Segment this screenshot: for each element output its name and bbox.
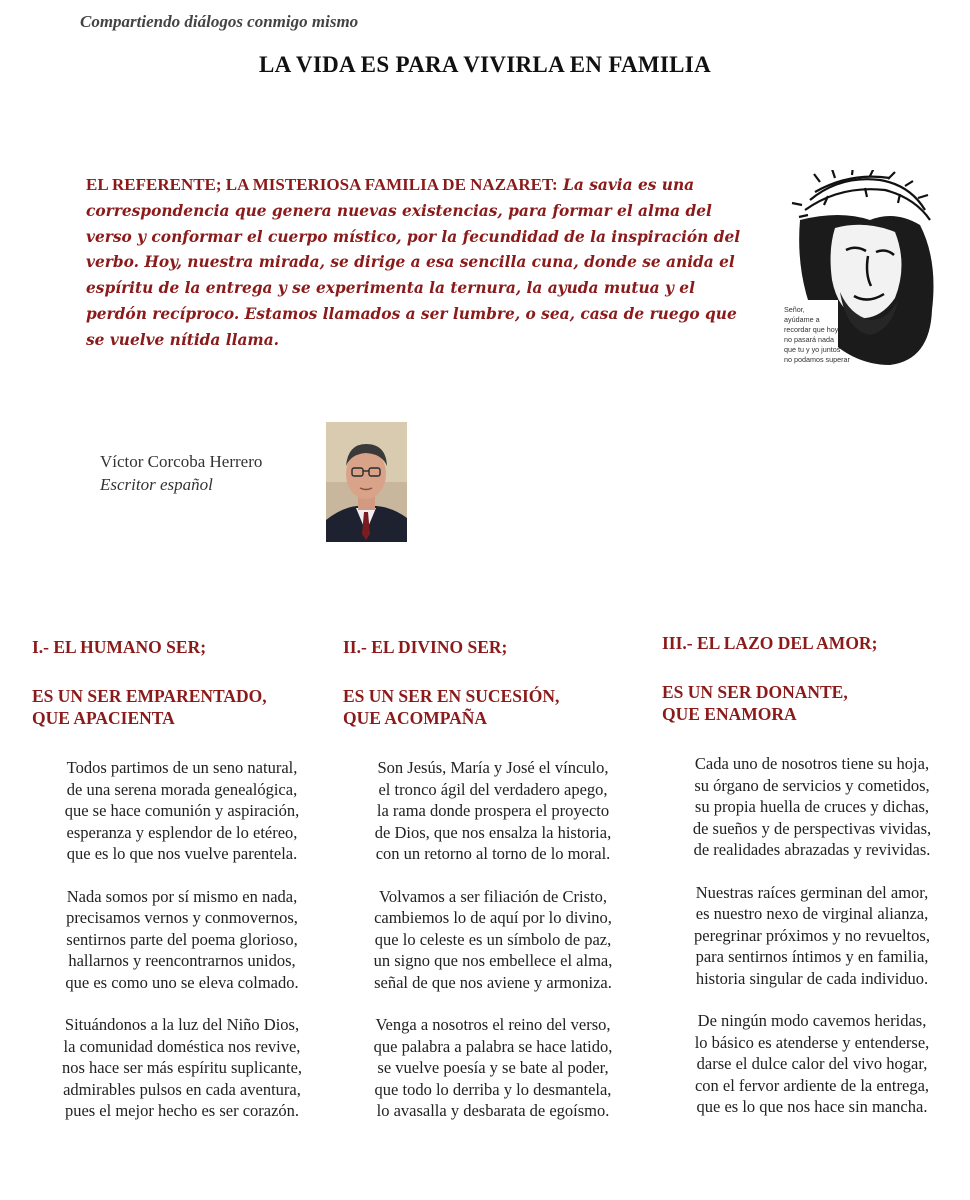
verse-line: nos hace ser más espíritu suplicante, [61, 1058, 303, 1077]
verse-line: su propia huella de cruces y dichas, [694, 797, 930, 816]
verse-line: de una serena morada genealógica, [66, 779, 298, 799]
caption-line-4: no pasará nada [784, 335, 834, 344]
verse-line: Volvamos a ser filiación de Cristo, [379, 886, 607, 906]
stanza [662, 1010, 962, 1118]
verse-line: Son Jesús, María y José el vínculo, [377, 758, 609, 777]
verse-line: de realidades abrazadas y revividas. [693, 840, 931, 859]
verse-line: Nada somos por sí mismo en nada, [66, 886, 298, 906]
verse-line: que lo celeste es un símbolo de paz, [374, 929, 612, 949]
column-heading: I.- EL HUMANO SER; [32, 637, 207, 657]
stanza [32, 886, 332, 994]
verse-line: que es lo que nos vuelve parentela. [66, 844, 298, 863]
verse-line: Todos partimos de un seno natural, [66, 758, 298, 777]
verse-line: darse el dulce calor del vivo hogar, [696, 1054, 928, 1073]
verse-line: sentirnos parte del poema glorioso, [66, 929, 298, 949]
christ-crown-of-thorns-image [780, 170, 938, 370]
page-kicker: Compartiendo diálogos conmigo mismo [80, 12, 359, 31]
stanza [343, 1014, 643, 1122]
intro-text: La savia es una correspondencia que genera nuevas existencias, para formar el alma del verso y conformar el cuerpo místico, por la fecundidad de la inspiración del verbo. Hoy, nuestra mirada, se dirige a esa sencilla cuna, donde se anida el espíritu de la entrega y se experimenta la ternura, la ayuda mutua y el perdón recíproco. Estamos llamados a ser lumbre, o sea, casa de ruego que se vuelve nítida llama. [86, 176, 741, 349]
subheading-line: ES UN SER EN SUCESIÓN, [343, 686, 560, 706]
subheading-line: ES UN SER EMPARENTADO, [32, 686, 267, 706]
verse-line: que es como uno se eleva colmado. [65, 972, 299, 992]
stanza [32, 1014, 332, 1122]
verse-line: Cada uno de nosotros tiene su hoja, [694, 754, 930, 773]
verse-line: que palabra a palabra se hace latido, [373, 1036, 613, 1056]
verse-line: que se hace comunión y aspiración, [64, 801, 300, 820]
stanza [662, 753, 962, 861]
column-subheading [343, 685, 643, 729]
verse-line: lo avasalla y desbarata de egoísmo. [376, 1101, 610, 1120]
column-heading: II.- EL DIVINO SER; [343, 637, 508, 657]
subheading-line: ES UN SER DONANTE, [662, 682, 848, 702]
verse-line: de sueños y de perspectivas vividas, [692, 818, 932, 838]
stanza [32, 757, 332, 865]
subheading-line: QUE ENAMORA [662, 704, 797, 724]
column-subheading [32, 685, 332, 729]
intro-label: EL REFERENTE; LA MISTERIOSA FAMILIA DE NAZARET: [86, 175, 558, 194]
caption-line-5: que tu y yo juntos [784, 345, 841, 354]
stanza [662, 882, 962, 990]
stanza [343, 757, 643, 865]
verse-line: es nuestro nexo de virginal alianza, [695, 904, 929, 923]
caption-line-6: no podamos superar [784, 355, 850, 364]
verse-line: con un retorno al torno de lo moral. [375, 844, 611, 863]
verse-line: admirables pulsos en cada aventura, [63, 1079, 301, 1099]
column-heading: III.- EL LAZO DEL AMOR; [662, 633, 878, 653]
stanza [343, 886, 643, 994]
subheading-line: QUE ACOMPAÑA [343, 708, 488, 728]
subheading-line: QUE APACIENTA [32, 708, 175, 728]
verse-line: con el fervor ardiente de la entrega, [694, 1075, 930, 1095]
caption-line-1: Señor, [784, 305, 805, 314]
column-divino [343, 636, 643, 1143]
verse-line: que todo lo derriba y lo desmantela, [374, 1079, 612, 1099]
intro-paragraph [86, 172, 746, 354]
verse-line: el tronco ágil del verdadero apego, [378, 779, 608, 799]
column-subheading [662, 681, 962, 725]
verse-line: su órgano de servicios y cometidos, [694, 775, 930, 795]
column-humano [32, 636, 332, 1143]
verse-line: precisamos vernos y conmovernos, [66, 908, 298, 927]
verse-line: lo básico es atenderse y entenderse, [694, 1032, 930, 1052]
verse-line: historia singular de cada individuo. [695, 968, 929, 988]
page-title: LA VIDA ES PARA VIVIRLA EN FAMILIA [259, 52, 711, 77]
verse-line: Situándonos a la luz del Niño Dios, [64, 1015, 300, 1034]
verse-line: De ningún modo cavemos heridas, [697, 1011, 927, 1030]
verse-line: un signo que nos embellece el alma, [373, 951, 613, 970]
column-amor [662, 632, 962, 1139]
verse-line: peregrinar próximos y no revueltos, [694, 925, 930, 945]
author-name: Víctor Corcoba Herrero [100, 452, 263, 471]
verse-line: para sentirnos íntimos y en familia, [695, 947, 929, 966]
verse-line: que es lo que nos hace sin mancha. [696, 1097, 928, 1116]
verse-line: Venga a nosotros el reino del verso, [375, 1015, 611, 1034]
verse-line: hallarnos y reencontrarnos unidos, [68, 951, 296, 970]
verse-line: pues el mejor hecho es ser corazón. [64, 1101, 300, 1120]
verse-line: la comunidad doméstica nos revive, [63, 1036, 301, 1056]
author-role: Escritor español [100, 475, 213, 494]
caption-line-2: ayúdame a [784, 315, 820, 324]
verse-line: señal de que nos aviene y armoniza. [374, 972, 612, 992]
author-portrait [326, 422, 407, 542]
verse-line: se vuelve poesía y se bate al poder, [377, 1058, 609, 1077]
verse-line: esperanza y esplendor de lo etéreo, [66, 822, 298, 842]
verse-line: cambiemos lo de aquí por lo divino, [374, 908, 612, 927]
caption-line-3: recordar que hoy [784, 325, 839, 334]
verse-line: la rama donde prospera el proyecto [376, 801, 610, 820]
verse-line: Nuestras raíces germinan del amor, [695, 882, 929, 902]
verse-line: de Dios, que nos ensalza la historia, [374, 822, 612, 842]
